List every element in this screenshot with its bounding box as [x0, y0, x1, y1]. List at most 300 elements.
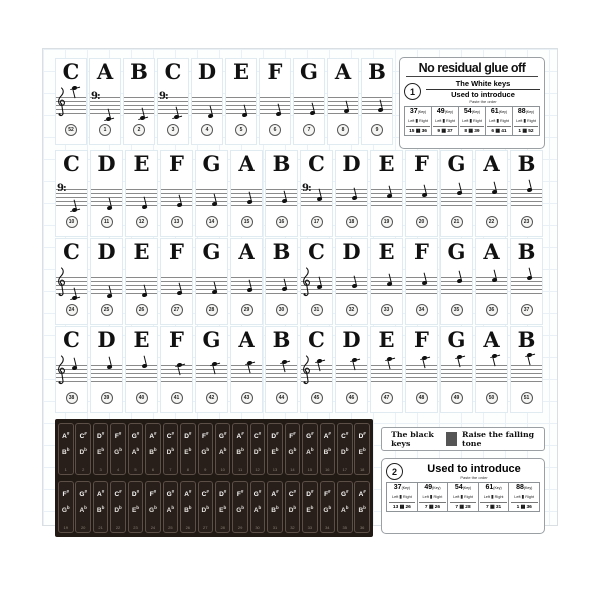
keyboard-size-cell [432, 107, 459, 136]
note-letter: C [63, 151, 80, 176]
paste-order-number: 9 [371, 124, 383, 136]
right-column [381, 419, 545, 537]
white-row-3 [55, 238, 545, 325]
flat-note-label: $D^b$ [79, 447, 87, 457]
size-label: 49(Key) [436, 108, 454, 115]
flat-note-label: $E^b$ [271, 447, 279, 457]
left-right-label: Left ▮ Right [480, 494, 507, 503]
note-letter: G [202, 239, 221, 264]
paste-order-number: 14 [290, 467, 295, 472]
flat-note-label: $D^b$ [253, 447, 262, 457]
flat-note-label: $A^b$ [306, 447, 314, 457]
sharp-note-label: D# [219, 489, 227, 499]
note-head [492, 353, 498, 358]
white-key-sticker [440, 238, 473, 325]
paste-order-number: 16 [276, 216, 288, 228]
black-key-sticker [302, 423, 318, 475]
white-key-sticker [370, 326, 403, 413]
note-letter: F [414, 327, 429, 352]
staff-notation [196, 354, 227, 391]
left-right-label: Left ▮ Right [460, 118, 483, 127]
keyboard-size-cell [405, 107, 432, 136]
size-label: 54(Key) [463, 108, 481, 115]
flat-note-label: $B^b$ [149, 447, 157, 457]
left-right-label: Left ▮ Right [419, 494, 446, 503]
black-key-sticker [250, 423, 266, 475]
staff-notation [362, 86, 392, 123]
raise-falling-tone-label: Raise the falling tone [462, 430, 535, 448]
paste-order-number: 19 [381, 216, 393, 228]
note-letter: B [517, 327, 536, 352]
paste-order-number: 31 [272, 525, 278, 530]
paste-order-number: 47 [381, 392, 393, 404]
staff-notation [161, 266, 192, 303]
white-key-sticker [160, 150, 193, 237]
note-head [72, 207, 78, 212]
note-letter: A [483, 327, 500, 352]
white-key-sticker [125, 150, 158, 237]
staff-notation [441, 354, 472, 391]
flat-note-label: $G^b$ [236, 505, 245, 515]
paste-order-number: 14 [206, 216, 218, 228]
note-letter: G [202, 151, 221, 176]
sharp-note-label: A# [97, 489, 105, 499]
paste-order-number: 17 [342, 467, 347, 472]
flat-note-label: $E^b$ [131, 505, 140, 515]
black-key-sticker [180, 423, 196, 475]
black-key-sticker [267, 481, 283, 533]
white-key-sticker [230, 150, 263, 237]
top-strip [55, 57, 545, 149]
white-key-sticker [335, 238, 368, 325]
staff-notation [226, 86, 256, 123]
note-letter: C [62, 59, 80, 84]
white-key-sticker [510, 150, 543, 237]
paste-order-number: 23 [521, 216, 533, 228]
staff-notation [260, 86, 290, 123]
sticker-range: 9 ▦ 37 [437, 129, 453, 134]
size-label: 88(Key) [516, 484, 533, 491]
note-letter: B [517, 151, 536, 176]
white-key-sticker [160, 326, 193, 413]
black-key-sticker [232, 423, 248, 475]
treble-clef-icon [301, 354, 312, 388]
paste-order-number: 52 [65, 124, 77, 136]
white-key-sticker [510, 238, 543, 325]
paste-order-number: 5 [235, 124, 247, 136]
note-letter: D [342, 239, 361, 264]
left-right-label: Left ▮ Right [487, 118, 510, 127]
note-head [142, 292, 148, 297]
size-label: 37(Key) [409, 108, 427, 115]
black-key-sticker [354, 481, 370, 533]
note-head [310, 110, 316, 115]
note-head [140, 115, 146, 120]
black-key-sticker [128, 481, 144, 533]
black-key-sticker [93, 481, 109, 533]
staff-notation [294, 86, 324, 123]
paste-the-order-label: Paste the order [469, 99, 497, 104]
note-letter: E [133, 151, 150, 176]
note-head [492, 189, 498, 194]
white-row-1 [55, 58, 393, 145]
sticker-range: 7 ▦ 28 [455, 505, 471, 510]
black-key-sticker [198, 481, 214, 533]
used-to-introduce-label: Used to introduce [451, 90, 515, 99]
black-keys-title-box [381, 427, 545, 451]
flat-note-label: $B^b$ [96, 505, 105, 515]
white-keys-size-table [404, 106, 540, 136]
white-key-sticker [405, 326, 438, 413]
white-key-sticker [225, 58, 257, 145]
sharp-note-label: F# [289, 431, 296, 441]
paste-order-number: 10 [66, 216, 78, 228]
staff-notation [158, 86, 188, 123]
staff-notation [336, 178, 367, 215]
staff-notation [336, 266, 367, 303]
note-head [422, 192, 428, 197]
sharp-note-label: F# [114, 431, 122, 441]
note-letter: B [130, 59, 148, 84]
white-key-sticker [123, 58, 155, 145]
flat-note-label: $G^b$ [323, 505, 332, 515]
black-key-sticker [75, 481, 91, 533]
white-key-sticker [300, 238, 333, 325]
paste-order-number: 30 [255, 525, 260, 530]
paste-order-number: 2 [82, 467, 85, 472]
sharp-note-label: A# [62, 431, 70, 441]
bottom-strip [55, 419, 545, 537]
flat-note-label: $E^b$ [97, 447, 105, 457]
black-row-1 [58, 423, 370, 475]
paste-order-number: 13 [171, 216, 183, 228]
sticker-sheet [42, 48, 558, 530]
sharp-note-label: A# [358, 489, 366, 499]
paste-order-number: 39 [101, 392, 113, 404]
note-head [282, 359, 288, 364]
black-key-sticker [285, 481, 301, 533]
note-head [174, 114, 180, 119]
note-letter: E [378, 239, 395, 264]
sharp-note-label: G# [131, 431, 140, 441]
note-head [527, 275, 533, 280]
paste-order-number: 12 [136, 216, 148, 228]
sharp-note-label: C# [288, 489, 297, 499]
keyboard-size-cell [509, 483, 540, 512]
note-head [177, 362, 183, 367]
staff-notation [196, 266, 227, 303]
white-key-sticker [370, 150, 403, 237]
paste-order-number: 26 [185, 525, 191, 530]
black-row-2 [58, 481, 370, 533]
step-1-badge: 1 [404, 83, 421, 100]
size-label: 88(Key) [517, 108, 535, 115]
paste-order-number: 20 [416, 216, 428, 228]
black-key-sticker [58, 423, 74, 475]
note-head [387, 281, 393, 286]
paste-order-number: 45 [311, 392, 323, 404]
left-right-label: Left ▮ Right [514, 118, 537, 127]
note-letter: G [300, 59, 318, 84]
white-key-sticker [440, 326, 473, 413]
paste-order-number: 36 [359, 525, 365, 530]
sharp-note-label: A# [323, 431, 331, 441]
white-key-sticker [89, 58, 121, 145]
paste-order-number: 5 [134, 467, 137, 472]
paste-order-number: 11 [101, 216, 113, 228]
step-2-badge: 2 [386, 463, 403, 480]
staff-notation [301, 354, 332, 391]
sharp-note-label: A# [184, 489, 192, 499]
paste-order-number: 32 [290, 525, 295, 530]
paste-order-number: 35 [451, 304, 463, 316]
sharp-note-label: A# [236, 431, 244, 441]
sharp-note-label: G# [218, 431, 227, 441]
staff-notation [56, 86, 86, 123]
sharp-note-label: F# [62, 489, 69, 499]
white-key-sticker [90, 238, 123, 325]
note-head [527, 352, 533, 357]
black-keys-label: The black keys [391, 430, 434, 448]
sharp-note-label: C# [253, 431, 262, 441]
staff-notation [126, 354, 157, 391]
no-residual-glue-title: No residual glue off [418, 61, 526, 75]
black-key-sticker [320, 423, 336, 475]
note-head [242, 112, 248, 117]
note-letter: A [334, 59, 352, 84]
note-head [457, 354, 463, 359]
keyboard-size-cell [486, 107, 513, 136]
note-letter: G [447, 327, 466, 352]
sharp-note-label: C# [341, 431, 349, 441]
note-head [247, 360, 253, 365]
note-head [317, 358, 323, 363]
title-underline [406, 76, 538, 77]
note-head [352, 283, 358, 288]
white-key-sticker [510, 326, 543, 413]
paste-order-number: 21 [98, 525, 103, 530]
note-letter: G [202, 327, 221, 352]
paste-order-number: 33 [307, 525, 313, 530]
note-letter: B [272, 239, 291, 264]
paste-order-number: 42 [206, 392, 218, 404]
staff-notation [441, 266, 472, 303]
note-letter: F [267, 59, 283, 84]
left-right-label: Left ▮ Right [389, 494, 416, 503]
note-head [247, 199, 253, 204]
white-key-sticker [370, 238, 403, 325]
white-keys-label: The White keys [426, 79, 540, 90]
white-key-sticker [230, 326, 263, 413]
note-head [212, 289, 218, 294]
note-letter: F [414, 239, 429, 264]
black-key-sticker [337, 481, 353, 533]
staff-notation [371, 266, 402, 303]
paste-order-number: 2 [133, 124, 145, 136]
staff-notation [301, 266, 332, 303]
paste-order-number: 7 [169, 467, 172, 472]
paste-order-number: 27 [203, 525, 208, 530]
sharp-note-label: F# [202, 431, 209, 441]
note-head [387, 356, 393, 361]
note-letter: E [378, 151, 395, 176]
black-key-sticker [145, 481, 161, 533]
sharp-note-label: C# [114, 489, 122, 499]
paste-order-number: 6 [269, 124, 281, 136]
white-key-sticker [335, 326, 368, 413]
note-head [282, 286, 288, 291]
size-label: 54(Key) [454, 484, 472, 491]
note-letter: C [308, 327, 325, 352]
bass-clef-icon: 9: [159, 91, 168, 102]
keyboard-size-cell [513, 107, 540, 136]
sharp-note-label: G# [166, 489, 175, 499]
staff-notation [161, 354, 192, 391]
white-key-sticker [191, 58, 223, 145]
treble-clef-icon [56, 86, 67, 120]
note-letter: F [169, 327, 184, 352]
paste-order-number: 7 [303, 124, 315, 136]
left-right-label: Left ▮ Right [406, 118, 429, 127]
staff-notation [441, 178, 472, 215]
paste-order-number: 31 [311, 304, 323, 316]
note-head [317, 284, 323, 289]
paste-order-number: 8 [337, 124, 349, 136]
paste-order-number: 21 [451, 216, 463, 228]
sharp-note-label: F# [149, 489, 157, 499]
paste-order-number: 51 [521, 392, 533, 404]
note-head [282, 198, 288, 203]
note-letter: F [169, 151, 184, 176]
paste-order-number: 50 [486, 392, 498, 404]
staff-notation [192, 86, 222, 123]
sharp-note-label: G# [306, 431, 314, 441]
note-head [142, 204, 148, 209]
paste-order-number: 44 [276, 392, 288, 404]
white-key-sticker [90, 326, 123, 413]
flat-note-label: $B^b$ [184, 505, 192, 515]
white-key-sticker [265, 150, 298, 237]
staff-notation [56, 354, 87, 391]
paste-order-number: 3 [167, 124, 179, 136]
note-letter: E [133, 327, 150, 352]
paste-order-number: 10 [220, 467, 225, 472]
staff-notation [266, 178, 297, 215]
keyboard-size-cell [459, 107, 486, 136]
paste-order-number: 11 [238, 467, 243, 472]
black-key-sticker [215, 481, 231, 533]
note-head [72, 295, 78, 300]
paste-order-number: 28 [206, 304, 218, 316]
keyboard-size-cell [417, 483, 448, 512]
paste-order-number: 22 [115, 525, 121, 530]
staff-notation [126, 178, 157, 215]
staff-notation [476, 178, 507, 215]
sticker-range: 7 ▦ 26 [424, 505, 441, 510]
black-key-sticker [58, 481, 74, 533]
black-keys-info-box [381, 458, 545, 534]
size-label: 37(Key) [393, 484, 410, 491]
paste-order-number: 36 [486, 304, 498, 316]
white-key-sticker [405, 238, 438, 325]
note-head [387, 193, 393, 198]
paste-order-number: 18 [359, 467, 365, 472]
paste-order-number: 4 [116, 467, 120, 472]
note-letter: D [97, 327, 116, 352]
flat-note-label: $D^b$ [114, 505, 122, 515]
flat-note-label: $A^b$ [218, 447, 227, 457]
staff-notation [511, 354, 542, 391]
staff-notation [406, 354, 437, 391]
sharp-note-label: G# [253, 489, 262, 499]
left-right-label: Left ▮ Right [450, 494, 477, 503]
note-head [422, 280, 428, 285]
flat-note-label: $B^b$ [62, 447, 70, 457]
sharp-note-label: D# [271, 431, 279, 441]
black-keys-size-table [386, 482, 540, 512]
black-key-sticker [110, 481, 126, 533]
sticker-range: 7 ▦ 31 [485, 505, 502, 510]
flat-note-label: $D^b$ [288, 505, 297, 515]
paste-order-number: 12 [255, 467, 260, 472]
flat-note-label: $G^b$ [288, 447, 297, 457]
paste-order-number: 8 [186, 467, 189, 472]
paste-order-number: 1 [64, 467, 67, 472]
white-key-sticker [335, 150, 368, 237]
paste-order-number: 18 [346, 216, 358, 228]
flat-note-label: $A^b$ [166, 505, 175, 515]
white-key-sticker [125, 326, 158, 413]
black-key-sticker [93, 423, 109, 475]
note-letter: G [447, 151, 466, 176]
sharp-note-label: C# [201, 489, 209, 499]
note-head [106, 116, 112, 121]
treble-clef-icon [56, 354, 67, 388]
note-letter: E [232, 59, 249, 84]
note-head [247, 287, 253, 292]
note-letter: A [238, 239, 255, 264]
paste-order-number: 25 [101, 304, 113, 316]
white-key-sticker [475, 150, 508, 237]
keyboard-size-cell [448, 483, 479, 512]
note-letter: C [308, 151, 325, 176]
size-label: 61(Key) [490, 108, 508, 115]
staff-notation [91, 266, 122, 303]
sharp-note-label: G# [340, 489, 349, 499]
paste-order-number: 23 [133, 525, 138, 530]
paste-order-number: 34 [325, 525, 330, 530]
white-key-sticker [195, 238, 228, 325]
paste-order-number: 30 [276, 304, 288, 316]
note-head [177, 202, 183, 207]
staff-notation [91, 178, 122, 215]
sticker-range: 1 ▦ 36 [516, 505, 532, 510]
note-letter: B [368, 59, 386, 84]
staff-notation [161, 178, 192, 215]
flat-note-label: $G^b$ [61, 505, 70, 515]
white-key-sticker [265, 326, 298, 413]
note-letter: D [197, 59, 217, 84]
note-letter: D [342, 327, 361, 352]
flat-note-label: $B^b$ [358, 505, 366, 515]
divider [446, 432, 457, 446]
flat-note-label: $E^b$ [219, 505, 227, 515]
white-key-sticker [195, 150, 228, 237]
sharp-note-label: A# [271, 489, 279, 499]
note-letter: A [96, 59, 114, 84]
staff-notation [266, 266, 297, 303]
flat-note-label: $G^b$ [114, 447, 122, 457]
